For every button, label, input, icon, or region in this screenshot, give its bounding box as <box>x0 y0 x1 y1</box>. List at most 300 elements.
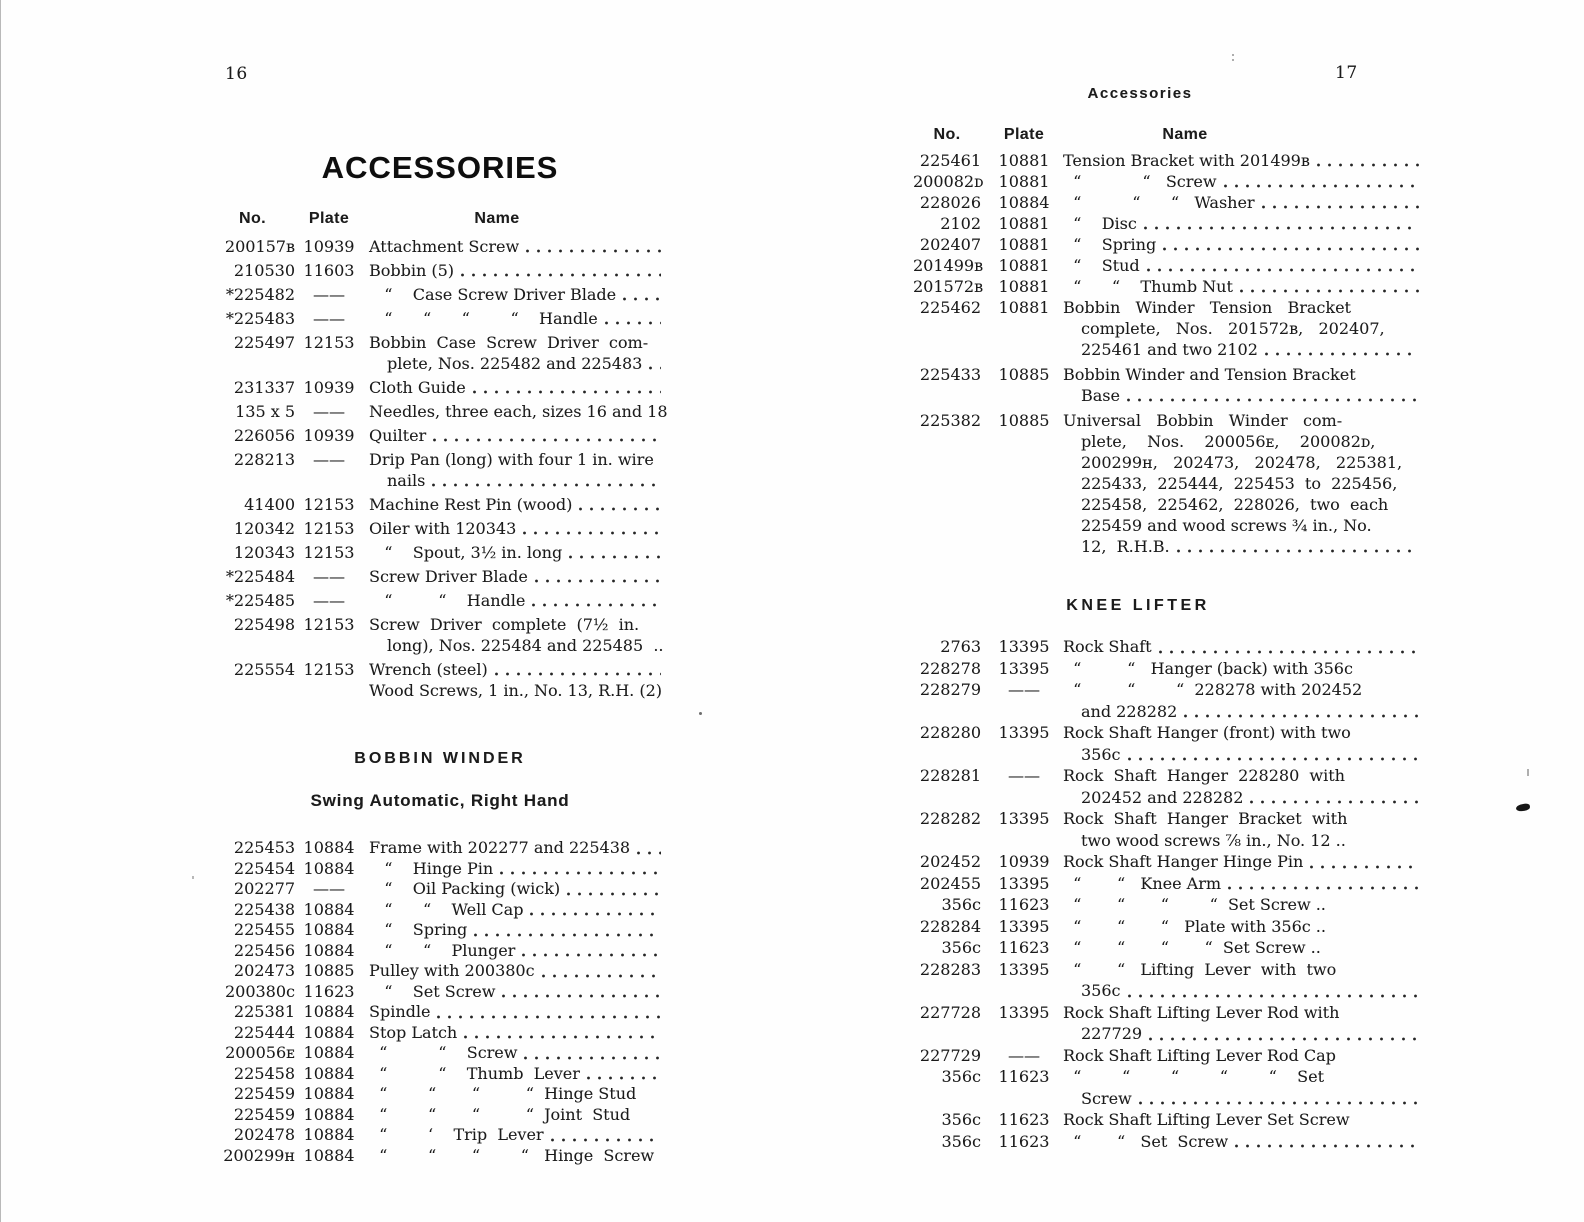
part-number-cell: 225458 <box>233 1063 295 1083</box>
part-number-cell: 2102 <box>940 214 981 233</box>
table-row <box>913 679 1421 722</box>
part-name-line <box>1063 701 1421 723</box>
part-name-cell <box>1063 636 1421 658</box>
dot-leader <box>1224 183 1419 189</box>
plate-number-cell: 13395 <box>998 916 1050 936</box>
dot-leader <box>526 248 661 254</box>
part-number-cell: 225462 <box>919 298 981 317</box>
part-name-text: “ “ “ “ Joint Stud <box>369 1104 631 1124</box>
column-header-name: Name <box>474 210 520 227</box>
part-name-cell <box>369 260 663 281</box>
table-row <box>913 658 1421 680</box>
part-name-text: “ Spout, 3½ in. long <box>369 543 563 562</box>
page-title: ACCESSORIES <box>321 150 559 185</box>
dot-leader <box>474 932 661 938</box>
part-name-line <box>1063 1023 1421 1045</box>
dot-leader <box>523 530 661 536</box>
part-number-cell: 210530 <box>233 261 295 280</box>
part-name-cell <box>369 1002 663 1023</box>
part-name-cell <box>1063 255 1421 276</box>
part-name-cell <box>1063 873 1421 895</box>
part-name-line <box>369 1043 663 1064</box>
part-number-cell: 200299ʜ <box>223 1145 295 1165</box>
accessories-table-left <box>210 236 668 701</box>
table-row <box>913 276 1421 297</box>
part-name-line <box>1063 213 1421 234</box>
part-name-text: “ “ Set Screw <box>1063 1131 1229 1151</box>
part-name-text: Rock Shaft Lifting Lever Set Screw <box>1063 1110 1350 1129</box>
part-name-text: Bobbin Winder and Tension Bracket <box>1063 365 1356 384</box>
part-name-line <box>1063 150 1421 171</box>
plate-number-cell: —— <box>313 879 345 898</box>
part-name-line <box>369 401 668 422</box>
part-name-text: “ “ “ “ Handle <box>369 309 598 328</box>
part-name-text: Tension Bracket with 201499ʙ <box>1063 151 1310 170</box>
page-16 <box>210 0 702 1222</box>
scan-artifact <box>192 876 194 879</box>
part-number-cell: 356c <box>941 1110 981 1129</box>
part-name-text: “ “ “ Plate with 356c .. <box>1063 916 1326 936</box>
part-name-text: “ “ Handle <box>369 591 526 610</box>
part-name-text: Screw <box>1081 1088 1132 1108</box>
part-number-cell: 228280 <box>919 723 981 742</box>
scan-artifact <box>1527 769 1529 776</box>
part-name-line <box>1063 1002 1421 1024</box>
table-row <box>913 364 1421 406</box>
page-number-right: 17 <box>1335 63 1358 83</box>
part-name-text: two wood screws ⅞ in., No. 12 .. <box>1081 830 1346 850</box>
bobbin-winder-table <box>210 838 663 1166</box>
part-name-text: Needles, three each, sizes 16 and 18 <box>369 402 668 421</box>
table-row <box>913 636 1421 658</box>
table-row <box>210 1125 663 1146</box>
dot-leader <box>1144 225 1419 231</box>
table-row <box>210 1023 663 1044</box>
scan-artifact <box>1516 803 1531 812</box>
table-row <box>913 192 1421 213</box>
part-number-cell: 202277 <box>233 879 295 898</box>
plate-number-cell: 10884 <box>303 1063 355 1083</box>
part-name-cell <box>369 879 663 900</box>
part-name-text: “ Spring <box>369 920 468 939</box>
plate-number-cell: 10884 <box>303 1043 355 1062</box>
table-row <box>913 1002 1421 1045</box>
table-row <box>210 879 663 900</box>
part-name-cell <box>1063 410 1421 557</box>
plate-number-cell: 10881 <box>998 235 1050 254</box>
plate-number-cell: —— <box>1008 766 1040 785</box>
part-name-line <box>1063 765 1421 787</box>
part-name-line <box>1063 916 1421 938</box>
dot-leader <box>524 1055 661 1061</box>
table-row <box>210 377 663 398</box>
part-name-line <box>369 1023 663 1044</box>
dot-leader <box>1163 246 1419 252</box>
table-row <box>913 916 1421 938</box>
section-heading-knee-lifter: KNEE LIFTER <box>1066 597 1210 614</box>
dot-leader <box>542 973 661 979</box>
column-header-plate: Plate <box>308 210 350 227</box>
part-name-line <box>1063 937 1421 959</box>
part-name-cell <box>1063 1045 1421 1067</box>
part-number-cell: 200157ʙ <box>224 237 295 256</box>
part-name-text: Screw Driver complete (7½ in. <box>369 615 640 634</box>
part-number-cell: 228026 <box>919 193 981 212</box>
part-name-cell <box>369 838 663 859</box>
running-head: Accessories <box>1087 85 1193 102</box>
part-name-cell <box>1063 722 1421 765</box>
part-number-cell: 2763 <box>940 637 981 656</box>
plate-number-cell: 10884 <box>303 1125 355 1144</box>
part-name-line <box>369 284 663 305</box>
part-number-cell: 200082ᴅ <box>913 172 984 191</box>
part-name-cell <box>1063 234 1421 255</box>
scan-edge-line <box>0 0 1 1222</box>
dot-leader <box>530 911 661 917</box>
part-name-text: “ Case Screw Driver Blade <box>369 285 617 304</box>
part-name-line <box>369 1064 663 1085</box>
part-name-text: “ “ “ “ Set Screw .. <box>1063 895 1326 914</box>
table-row <box>210 614 663 656</box>
part-name-text: Bobbin Case Screw Driver com- <box>369 333 649 352</box>
part-number-cell: 41400 <box>244 495 295 514</box>
part-name-text: Rock Shaft Hanger Bracket with <box>1063 809 1348 828</box>
part-name-cell <box>1063 150 1421 171</box>
part-name-text: and 228282 <box>1081 701 1178 721</box>
table-row <box>210 425 663 446</box>
plate-number-cell: 11623 <box>998 1131 1050 1151</box>
part-name-cell <box>1063 364 1421 406</box>
plate-number-cell: 11623 <box>303 981 355 1001</box>
part-name-text: Base <box>1081 386 1120 405</box>
part-name-text: “ “ Hanger (back) with 356c <box>1063 658 1353 678</box>
part-number-cell: 120342 <box>233 519 295 538</box>
plate-number-cell: 11623 <box>998 938 1050 957</box>
part-name-cell <box>369 425 663 446</box>
part-name-text: “ ‘ Trip Lever <box>369 1125 544 1144</box>
part-name-cell <box>1063 658 1421 680</box>
part-name-cell <box>369 332 663 374</box>
dot-leader <box>535 578 661 584</box>
part-name-text: 356c <box>1081 981 1121 1000</box>
table-row <box>913 722 1421 765</box>
part-name-line <box>369 859 663 880</box>
table-row <box>210 260 663 281</box>
plate-number-cell: 10881 <box>998 172 1050 191</box>
plate-number-cell: 10884 <box>303 838 355 857</box>
plate-number-cell: —— <box>313 591 345 610</box>
part-name-line <box>1063 894 1421 916</box>
dot-leader <box>473 389 661 395</box>
part-name-cell <box>369 920 663 941</box>
table-row <box>913 213 1421 234</box>
dot-leader <box>461 272 661 278</box>
table-row <box>210 838 663 859</box>
table-row <box>210 859 663 880</box>
part-name-text: “ Set Screw <box>369 981 496 1001</box>
dot-leader <box>637 850 661 856</box>
part-name-text: Wood Screws, 1 in., No. 13, R.H. (2) <box>369 681 662 700</box>
part-name-text: “ Disc <box>1063 214 1137 233</box>
part-number-cell: 225444 <box>233 1022 295 1042</box>
part-name-text: Spindle <box>369 1002 431 1021</box>
part-name-line <box>369 879 663 900</box>
plate-number-cell: 10881 <box>998 214 1050 233</box>
plate-number-cell: 10884 <box>303 1002 355 1021</box>
part-name-line <box>1063 808 1421 830</box>
table-row <box>913 1066 1421 1109</box>
accessories-table-right <box>913 150 1421 557</box>
part-name-text: “ “ Well Cap <box>369 899 524 919</box>
table-row <box>210 941 663 962</box>
plate-number-cell: 10939 <box>303 237 355 256</box>
part-name-line <box>1063 1088 1421 1110</box>
column-header-no: No. <box>933 126 961 143</box>
part-name-text: nails <box>387 471 426 490</box>
part-name-text: “ “ “ Washer <box>1063 193 1255 212</box>
part-number-cell: 356c <box>941 1067 981 1086</box>
part-number-cell: 225453 <box>233 838 295 857</box>
part-name-cell <box>1063 679 1421 722</box>
dot-leader <box>587 1075 661 1081</box>
plate-number-cell: 12153 <box>303 333 355 352</box>
part-name-text: “ “ “ “ Hinge Stud <box>369 1084 637 1103</box>
part-name-line <box>369 941 663 962</box>
part-name-text: Wrench (steel) <box>369 660 488 679</box>
part-name-text: Bobbin (5) <box>369 261 455 280</box>
part-name-text: Rock Shaft Hanger 228280 with <box>1063 766 1345 785</box>
part-name-line <box>369 494 663 515</box>
dot-leader <box>569 554 661 560</box>
part-number-cell: 202455 <box>919 873 981 893</box>
part-number-cell: 231337 <box>233 378 295 397</box>
dot-leader <box>1265 351 1419 357</box>
part-name-line <box>1063 276 1421 297</box>
table-row <box>210 1146 663 1167</box>
plate-number-cell: 13395 <box>998 1002 1050 1022</box>
part-name-cell <box>1063 765 1421 808</box>
part-name-text: “ Hinge Pin <box>369 858 494 878</box>
part-name-line <box>1063 410 1421 431</box>
dot-leader <box>464 1034 661 1040</box>
table-row <box>210 236 663 257</box>
part-name-cell <box>369 1043 663 1064</box>
dot-leader <box>623 296 661 302</box>
plate-number-cell: 12153 <box>303 543 355 562</box>
part-name-line <box>369 353 663 374</box>
part-number-cell: 202407 <box>919 235 981 254</box>
part-name-line <box>1063 494 1421 515</box>
part-name-line <box>1063 385 1421 406</box>
part-name-line <box>1063 980 1421 1002</box>
scan-artifact <box>699 712 702 715</box>
part-name-line <box>369 614 663 635</box>
part-number-cell: 225381 <box>233 1002 295 1021</box>
column-header-name: Name <box>1162 126 1208 143</box>
part-name-text: long), Nos. 225484 and 225485 .. <box>387 636 664 655</box>
dot-leader <box>532 602 661 608</box>
part-name-cell <box>369 961 663 982</box>
part-name-line <box>1063 959 1421 981</box>
part-name-text: “ “ Plunger <box>369 940 516 960</box>
table-row <box>210 1002 663 1023</box>
dot-leader <box>1317 162 1419 168</box>
dot-leader <box>1128 993 1420 999</box>
part-number-cell: *225483 <box>225 309 295 328</box>
table-row <box>210 1064 663 1085</box>
part-name-cell <box>369 900 663 921</box>
plate-number-cell: 10884 <box>303 1104 355 1124</box>
part-name-cell <box>369 1125 663 1146</box>
part-name-line <box>1063 364 1421 385</box>
plate-number-cell: 10885 <box>998 411 1050 430</box>
part-name-line <box>369 590 663 611</box>
part-name-text: “ “ “ “ Hinge Screw <box>369 1145 655 1165</box>
part-name-line <box>1063 1045 1421 1067</box>
part-name-cell <box>369 401 668 422</box>
part-name-line <box>1063 787 1421 809</box>
part-name-cell <box>1063 851 1421 873</box>
part-name-line <box>369 659 663 680</box>
part-name-cell <box>1063 959 1421 1002</box>
part-number-cell: 228284 <box>919 916 981 936</box>
plate-number-cell: 10885 <box>303 961 355 980</box>
part-number-cell: 201572ʙ <box>913 277 984 296</box>
part-name-line <box>369 1084 663 1105</box>
plate-number-cell: 12153 <box>303 660 355 679</box>
part-name-cell <box>1063 297 1421 360</box>
plate-number-cell: 13395 <box>998 959 1050 979</box>
part-name-cell <box>369 1023 663 1044</box>
section-heading-bobbin-winder: BOBBIN WINDER <box>354 750 526 767</box>
part-number-cell: 225382 <box>919 411 981 430</box>
part-number-cell: 225554 <box>233 660 295 679</box>
part-name-cell <box>369 494 663 515</box>
plate-number-cell: 13395 <box>998 723 1050 742</box>
table-row <box>210 566 663 587</box>
part-name-line <box>369 635 663 656</box>
part-name-text: “ “ Screw <box>1063 172 1217 191</box>
plate-number-cell: —— <box>313 567 345 586</box>
plate-number-cell: 10939 <box>998 852 1050 871</box>
part-name-line <box>1063 873 1421 895</box>
part-name-text: 356c <box>1081 744 1121 764</box>
part-number-cell: 228283 <box>919 959 981 979</box>
plate-number-cell: —— <box>313 309 345 328</box>
table-row <box>210 982 663 1003</box>
part-name-cell <box>1063 1002 1421 1045</box>
part-name-text: Rock Shaft <box>1063 637 1152 656</box>
part-name-line <box>1063 851 1421 873</box>
dot-leader <box>649 365 661 371</box>
table-row <box>210 401 668 422</box>
part-name-cell <box>1063 916 1421 938</box>
part-name-cell <box>369 614 663 656</box>
dot-leader <box>551 1137 661 1143</box>
part-name-line <box>1063 234 1421 255</box>
table-row <box>913 937 1421 959</box>
part-number-cell: 225455 <box>233 920 295 939</box>
part-number-cell: 225459 <box>233 1084 295 1103</box>
plate-number-cell: 10881 <box>998 298 1050 317</box>
part-number-cell: 356c <box>941 938 981 957</box>
plate-number-cell: 10939 <box>303 426 355 445</box>
part-name-line <box>1063 339 1421 360</box>
table-row <box>210 1043 663 1064</box>
section-subheading-bobbin-winder: Swing Automatic, Right Hand <box>310 791 570 810</box>
plate-number-cell: 10884 <box>303 1022 355 1042</box>
part-number-cell: 356c <box>941 1131 981 1151</box>
dot-leader <box>567 891 661 897</box>
table-row <box>913 894 1421 916</box>
part-name-text: 202452 and 228282 <box>1081 787 1244 807</box>
part-number-cell: 228213 <box>233 450 295 469</box>
part-number-cell: 226056 <box>233 426 295 445</box>
part-name-line <box>1063 1109 1421 1131</box>
plate-number-cell: —— <box>1008 680 1040 699</box>
table-row <box>210 1105 663 1126</box>
part-name-line <box>1063 452 1421 473</box>
plate-number-cell: 10881 <box>998 256 1050 275</box>
plate-number-cell: —— <box>313 402 345 421</box>
table-row <box>913 171 1421 192</box>
part-name-cell <box>1063 1131 1421 1153</box>
part-name-cell <box>369 284 663 305</box>
page-17 <box>913 0 1425 1222</box>
part-name-line <box>1063 658 1421 680</box>
part-name-cell <box>369 982 663 1003</box>
part-number-cell: 202452 <box>919 852 981 871</box>
part-name-text: 12, R.H.B. <box>1081 537 1170 556</box>
dot-leader <box>437 1014 661 1020</box>
dot-leader <box>1147 267 1419 273</box>
dot-leader <box>1240 288 1419 294</box>
part-number-cell: 225438 <box>233 899 295 919</box>
table-row <box>210 308 663 329</box>
part-name-text: Stop Latch <box>369 1022 458 1042</box>
part-name-cell <box>369 859 663 880</box>
part-name-line <box>369 900 663 921</box>
part-number-cell: 356c <box>941 895 981 914</box>
plate-number-cell: 10884 <box>303 1145 355 1165</box>
part-number-cell: 202473 <box>233 961 295 980</box>
part-name-cell <box>1063 192 1421 213</box>
table-row <box>210 900 663 921</box>
plate-number-cell: 12153 <box>303 615 355 634</box>
part-name-line <box>1063 515 1421 536</box>
part-name-line <box>369 308 663 329</box>
part-number-cell: 225454 <box>233 858 295 878</box>
plate-number-cell: 12153 <box>303 495 355 514</box>
part-number-cell: 227729 <box>919 1045 981 1065</box>
table-row <box>210 449 663 491</box>
dot-leader <box>495 671 661 677</box>
part-name-text: complete, Nos. 201572ʙ, 202407, <box>1081 319 1385 338</box>
part-name-line <box>1063 636 1421 658</box>
table-row <box>210 332 663 374</box>
part-number-cell: 225498 <box>233 615 295 634</box>
dot-leader <box>432 482 661 488</box>
dot-leader <box>1159 649 1419 655</box>
part-number-cell: 225497 <box>233 333 295 352</box>
plate-number-cell: 10881 <box>998 277 1050 296</box>
plate-number-cell: 11623 <box>998 1067 1050 1086</box>
part-name-text: Universal Bobbin Winder com- <box>1063 411 1343 430</box>
part-name-line <box>369 449 663 470</box>
part-name-text: Oiler with 120343 <box>369 519 517 538</box>
part-name-text: 200299ʜ, 202473, 202478, 225381, <box>1081 453 1403 472</box>
part-name-text: “ “ Knee Arm <box>1063 873 1222 893</box>
